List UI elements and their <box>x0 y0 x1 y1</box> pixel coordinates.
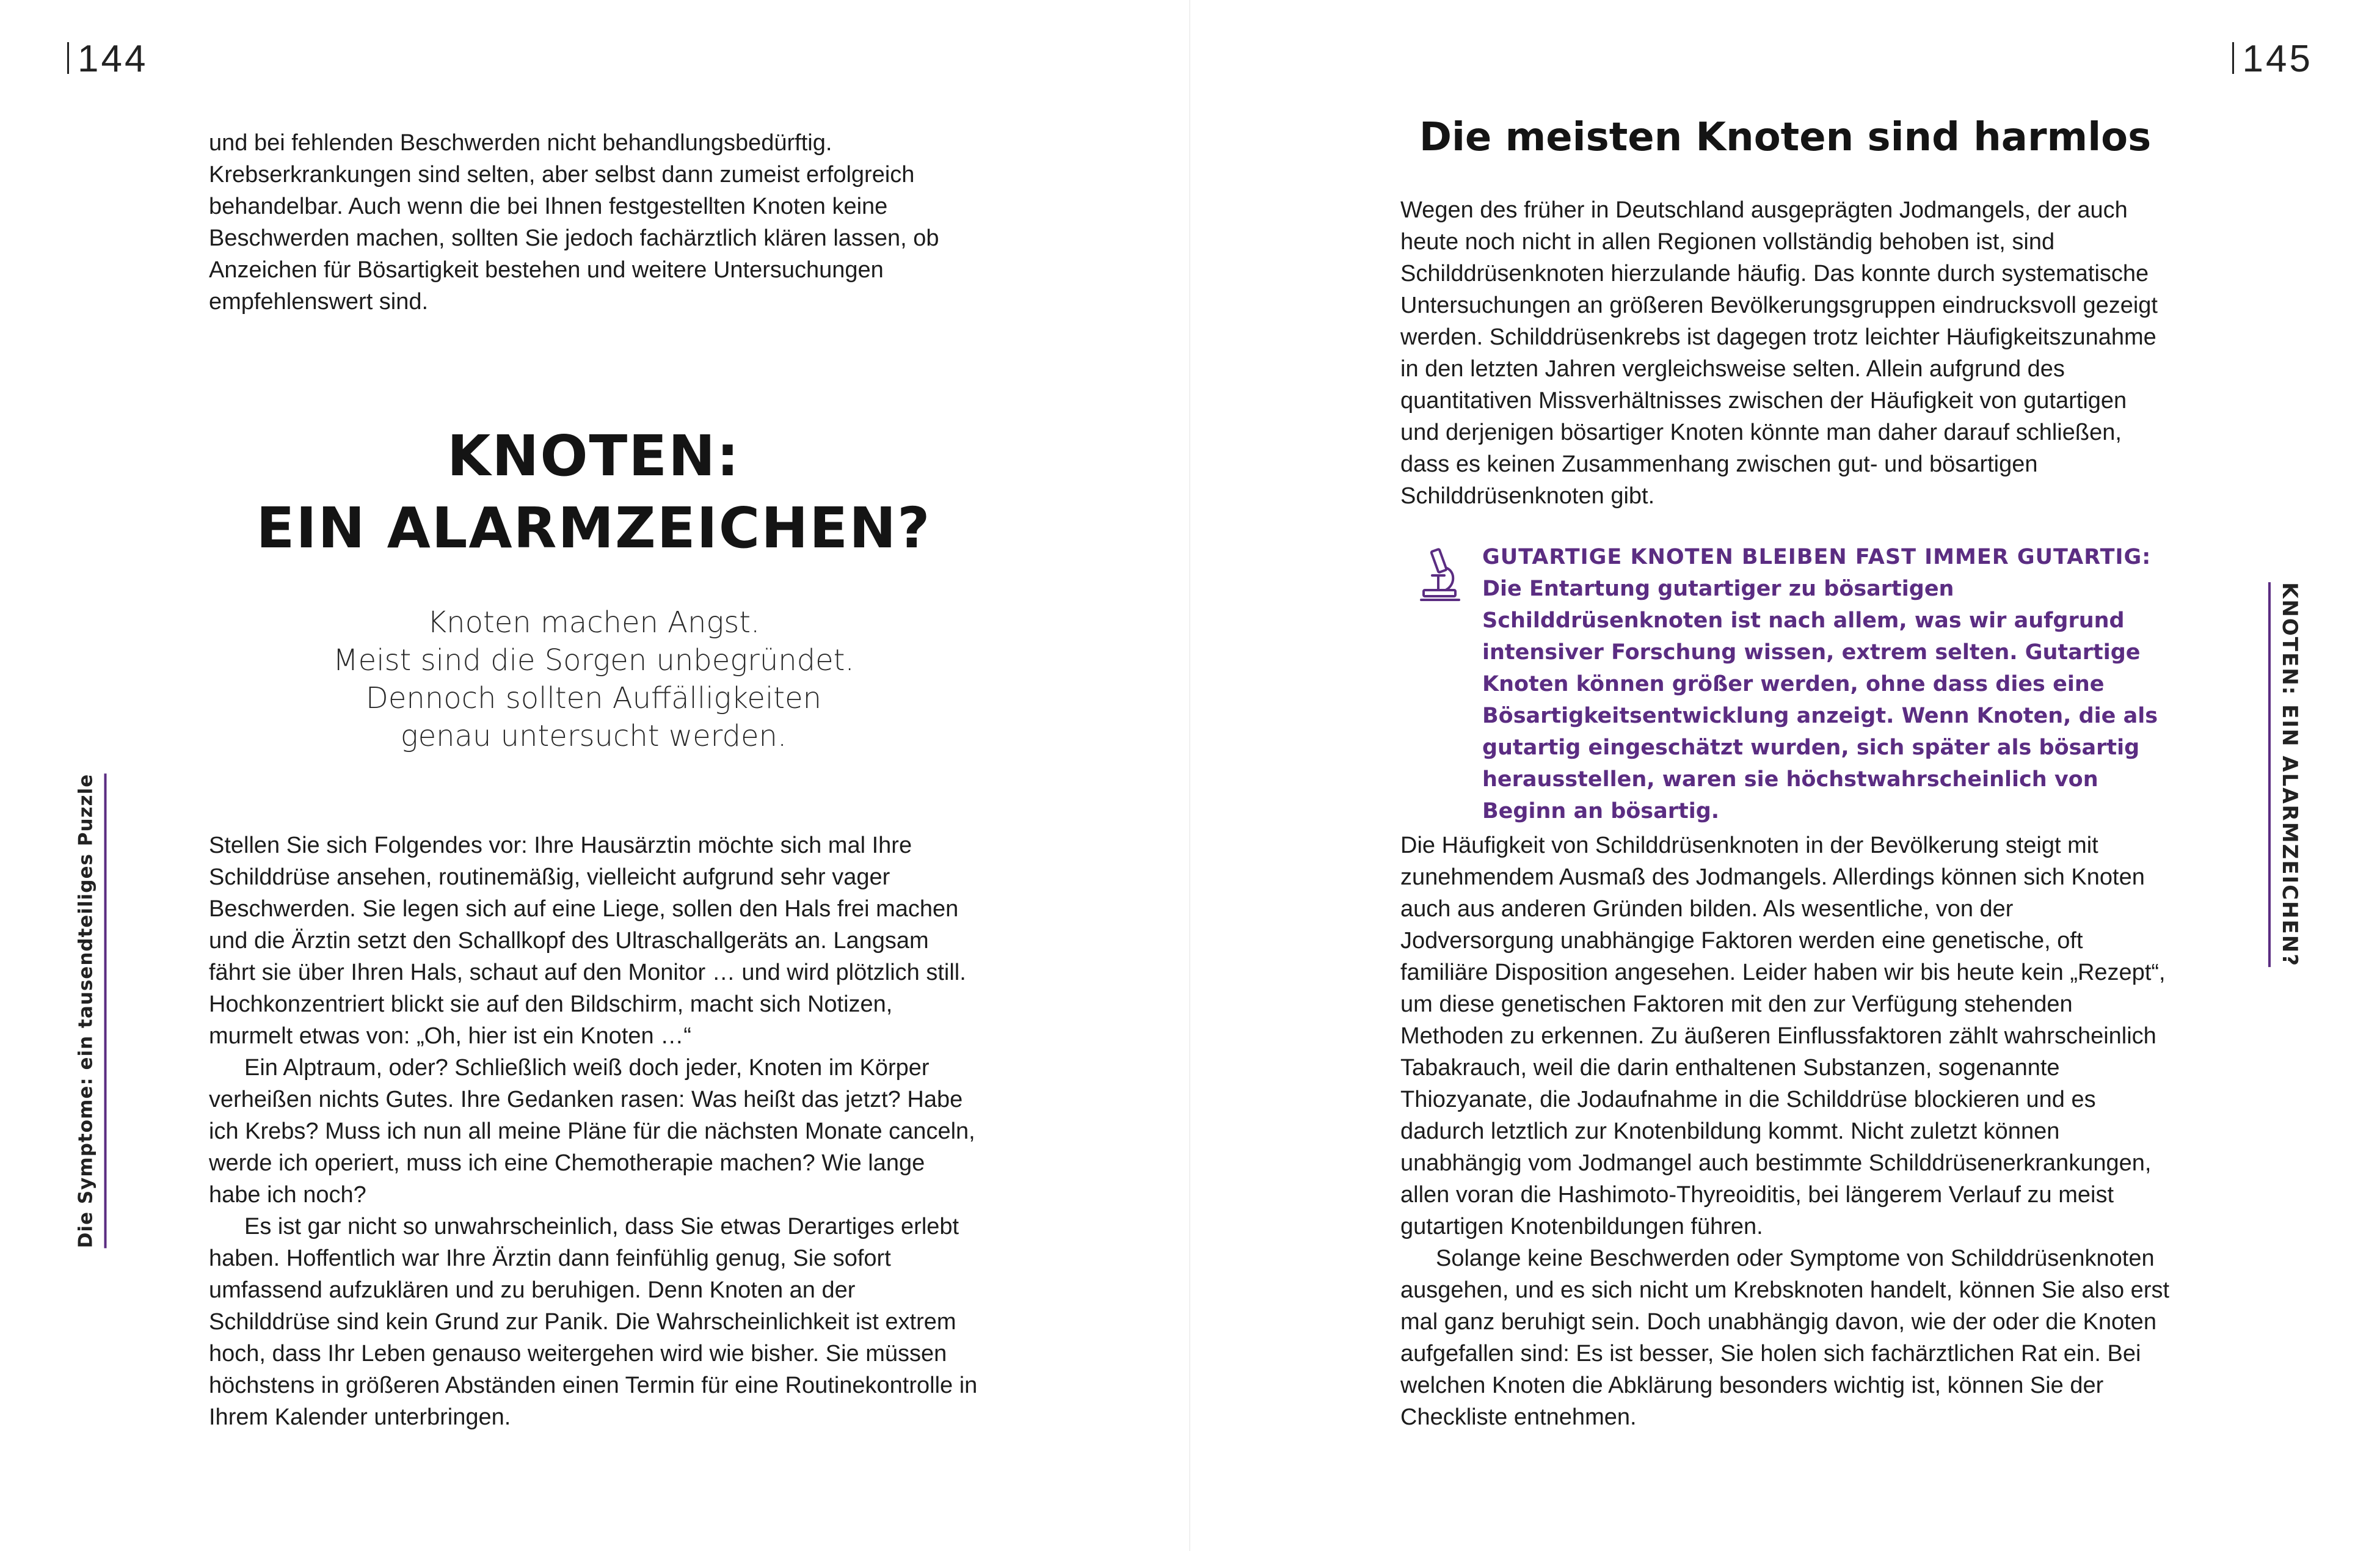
chapter-subtitle-line4: genau untersucht werden. <box>400 719 787 753</box>
left-intro-text <box>209 127 978 318</box>
left-body-text <box>209 830 978 1433</box>
left-running-head-text: Die Symptome: ein tausendteiliges Puzzle <box>77 774 107 1249</box>
right-running-head-text: KNOTEN: EIN ALARMZEICHEN? <box>2268 582 2300 967</box>
right-intro-paragraph: Wegen des früher in Deutschland ausgeprägten Jodmangels, der auch heute noch nicht in allen Regionen vollständig behoben ist, sind Schilddrüsenknoten hierzulande häufig. Das konnte durch systematische Untersuchungen an größeren Bevölkerungsgruppen eindrucksvoll gezeigt werden. Schilddrüsenkrebs ist dagegen trotz leichter Häufigkeitszunahme in den letzten Jahren vergleichsweise selten. Allein aufgrund des quantitativen Missverhältnisses zwischen der Häufigkeit von gutartigen und derjenigen bösartiger Knoten könnte man daher darauf schließen, dass es keinen Zusammenhang zwischen gut- und bösartigen Schilddrüsenknoten gibt. <box>1400 197 2158 509</box>
chapter-title <box>209 420 978 564</box>
right-body-text <box>1400 830 2170 1433</box>
page-number-bar <box>2232 42 2234 74</box>
microscope-icon <box>1420 547 1460 602</box>
left-page-number-value: 144 <box>78 38 148 80</box>
chapter-title-line1: KNOTEN: <box>447 423 740 489</box>
chapter-title-line2: EIN ALARMZEICHEN? <box>256 495 931 561</box>
right-page-number <box>2232 40 2313 78</box>
left-page-number <box>67 40 148 78</box>
left-intro-paragraph: und bei fehlenden Beschwerden nicht behandlungsbedürftig. Krebserkrankungen sind selten, aber selbst dann zumeist erfolgreich behandelbar. Auch wenn die bei Ihnen festgestellten Knoten keine Beschwerden machen, sollten Sie jedoch fachärztlich klären lassen, ob Anzeichen für Bösartigkeit bestehen und weitere Untersuchungen empfehlenswert sind. <box>209 130 939 315</box>
chapter-subtitle-line2: Meist sind die Sorgen unbegründet. <box>333 643 854 677</box>
section-title: Die meisten Knoten sind harmlos <box>1419 115 2152 160</box>
right-intro-text <box>1400 194 2170 512</box>
right-page-number-value: 145 <box>2242 38 2313 80</box>
left-paragraph-3: Es ist gar nicht so unwahrscheinlich, dass Sie etwas Derartiges erlebt haben. Hoffentlich war Ihre Ärztin dann feinfühlig genug, Sie sofort umfassend aufzuklären und zu beruhigen. Denn Knoten an der Schilddrüse sind kein Grund zur Panik. Die Wahrscheinlichkeit ist extrem hoch, dass Ihr Leben genauso weitergehen wird wie bisher. Sie müssen höchstens in größeren Abständen einen Termin für eine Routinekontrolle in Ihrem Kalender unterbringen. <box>209 1214 978 1430</box>
left-paragraph-2: Ein Alptraum, oder? Schließlich weiß doch jeder, Knoten im Körper verheißen nichts Gutes. Ihre Gedanken rasen: Was heißt das jetzt? Habe ich Krebs? Muss ich nun all meine Pläne für die nächsten Monate canceln, werde ich operiert, muss ich eine Chemotherapie machen? Wie lange habe ich noch? <box>209 1055 975 1208</box>
callout-body: Die Entartung gutartiger zu bösartigen Schilddrüsenknoten ist nach allem, was wir aufgrund intensiver Forschung wissen, extrem selten. Gutartige Knoten können größer werden, ohne dass dies eine Bösartigkeitsentwicklung anzeigt. Wenn Knoten, die als gutartig eingeschätzt wurden, sich später als bösartig herausstellen, waren sie höchstwahrscheinlich von Beginn an bösartig. <box>1482 577 2158 823</box>
chapter-subtitle <box>209 604 978 755</box>
right-paragraph-2: Solange keine Beschwerden oder Symptome von Schilddrüsenknoten ausgehen, und es sich nicht um Krebsknoten handelt, können Sie also erst mal ganz beruhigt sein. Doch unabhängig davon, wie der oder die Knoten aufgefallen sind: Es ist besser, Sie holen sich fachärztlichen Rat ein. Bei welchen Knoten die Abklärung besonders wichtig ist, können Sie der Checkliste entnehmen. <box>1400 1246 2170 1430</box>
right-paragraph-1: Die Häufigkeit von Schilddrüsenknoten in der Bevölkerung steigt mit zunehmendem Ausmaß des Jodmangels. Allerdings können sich Knoten auch aus anderen Gründen bilden. Als wesentliche, von der Jodversorgung unabhängige Faktoren werden eine genetische, oft familiäre Disposition angesehen. Leider haben wir bis heute kein „Rezept“, um diese genetischen Faktoren mit den zur Verfügung stehenden Methoden zu erkennen. Zu äußeren Einflussfaktoren zählt wahrscheinlich Tabakrauch, weil die darin enthaltenen Substanzen, sogenannte Thiozyanate, die Jodaufnahme in die Schilddrüse blockieren und es dadurch letztlich zur Knotenbildung kommt. Nicht zuletzt können unabhängig vom Jodmangel auch bestimmte Schilddrüsenerkrankungen, allen voran die Hashimoto-Thyreoiditis, bei längerem Verlauf zu meist gutartigen Knotenbildungen führen. <box>1400 833 2166 1239</box>
chapter-subtitle-line3: Dennoch sollten Auffälligkeiten <box>365 681 822 715</box>
left-paragraph-1: Stellen Sie sich Folgendes vor: Ihre Hausärztin möchte sich mal Ihre Schilddrüse ansehen, routinemäßig, vielleicht aufgrund sehr vager Beschwerden. Sie legen sich auf eine Liege, sollen den Hals frei machen und die Ärztin setzt den Schallkopf des Ultraschallgeräts an. Langsam fährt sie über Ihren Hals, schaut auf den Monitor … und wird plötzlich still. Hochkonzentriert blickt sie auf den Bildschirm, macht sich Notizen, murmelt etwas von: „Oh, hier ist ein Knoten …“ <box>209 833 966 1049</box>
callout-heading: GUTARTIGE KNOTEN BLEIBEN FAST IMMER GUTARTIG: <box>1482 545 2152 569</box>
callout-text <box>1482 541 2185 827</box>
page-number-bar <box>67 42 69 74</box>
chapter-subtitle-line1: Knoten machen Angst. <box>427 605 760 640</box>
